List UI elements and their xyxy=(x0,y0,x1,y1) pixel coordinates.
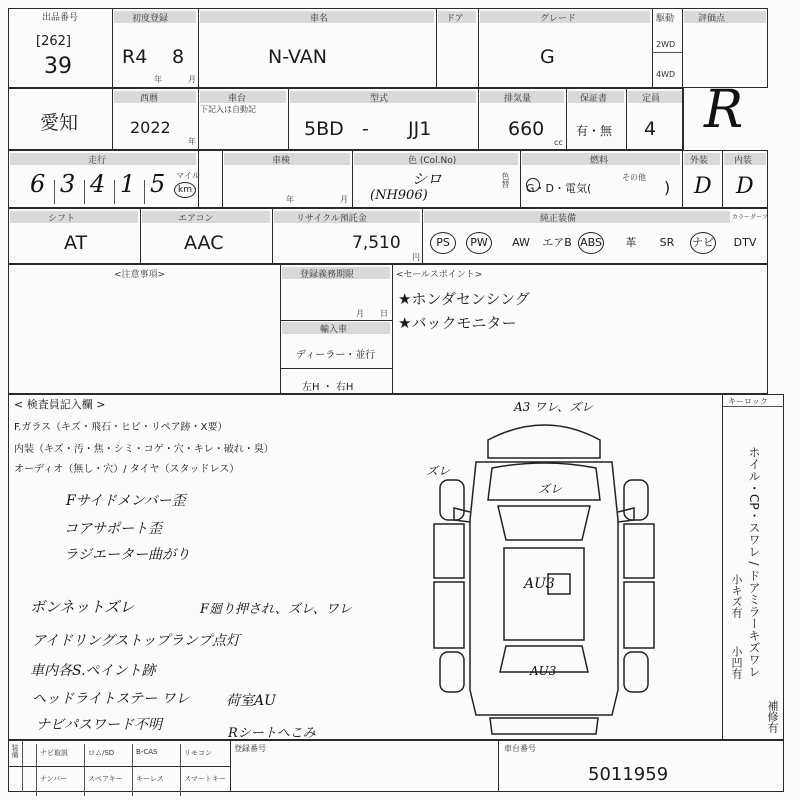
note-core-support: コアサポート歪 xyxy=(64,521,162,537)
sales-point-1: ★ホンダセンシング xyxy=(398,290,530,308)
side-small-scratch: 小キズ有 xyxy=(730,574,743,618)
fuel-options: G・D・電気( xyxy=(526,182,592,195)
model-prefix: 5BD xyxy=(304,118,344,140)
capacity: 4 xyxy=(644,118,657,140)
footer-item: ナンバー xyxy=(40,775,68,783)
aircon: AAC xyxy=(184,232,224,254)
equipment-item: DTV xyxy=(733,236,757,249)
equipment-item: PS xyxy=(430,232,456,254)
color-code: (NH906) xyxy=(370,188,428,203)
footer-item: スペアキー xyxy=(88,775,123,783)
note-idle-stop: アイドリングストップランプ点灯 xyxy=(32,633,240,649)
chassis-no: 5011959 xyxy=(588,764,669,785)
note-rear-seat: Rシートへこみ xyxy=(228,726,316,741)
equipment-item: ABS xyxy=(578,232,604,254)
equipment-item: SR xyxy=(659,236,675,249)
diagram-note-roof: AU3 xyxy=(524,576,555,592)
dealer-import: ディーラー・並行 xyxy=(296,350,376,361)
first-reg-label: 初度登録 xyxy=(132,14,169,24)
note-radiator: ラジエーター曲がり xyxy=(64,547,190,563)
note-f-side-member: Fサイドメンバー歪 xyxy=(66,493,186,509)
lot-label: 出品番号 xyxy=(42,13,79,23)
warranty: 有・無 xyxy=(576,124,613,138)
side-small-dent: 小凹有 xyxy=(730,646,743,679)
recycle-fee: 7,510 xyxy=(352,233,401,253)
displacement: 660 xyxy=(508,118,545,140)
grade-label: グレード xyxy=(540,14,577,24)
diagram-note-left-front: ズレ xyxy=(426,464,451,478)
diagram-note-rear: AU3 xyxy=(530,664,557,678)
shift: AT xyxy=(64,232,88,254)
mileage-digit: 4 xyxy=(90,170,106,198)
drive-label: 駆動 xyxy=(656,14,675,24)
keylock-label: キーロック xyxy=(728,397,768,406)
sales-label: <セールスポイント> xyxy=(396,270,483,280)
footer-item: スマートキー xyxy=(184,775,226,783)
first-reg-era: R4 xyxy=(122,46,148,68)
equipment-item: AW xyxy=(512,236,530,249)
lot-code: [262] xyxy=(36,34,71,49)
diagram-note-front: A3 ワレ、ズレ xyxy=(514,400,594,414)
note-paint: 車内各S.ペイント跡 xyxy=(30,663,156,679)
chassis-no-label: 車台番号 xyxy=(504,744,536,753)
footer-item: B-CAS xyxy=(136,748,158,756)
caution-label: <注意事項> xyxy=(114,270,166,280)
model-name: N-VAN xyxy=(268,46,327,68)
drive-2wd: 2WD xyxy=(656,40,676,49)
registration-label: 登録義務期限 xyxy=(300,270,355,280)
color-name: シロ xyxy=(412,170,443,188)
model-code: JJ1 xyxy=(408,118,432,140)
score-label: 評価点 xyxy=(698,14,726,24)
model-name-label: 車名 xyxy=(310,14,329,24)
equipment-item: PW xyxy=(466,232,492,254)
mileage-digit: 6 xyxy=(30,170,46,198)
note-front-damage: F廻り押され、ズレ、ワレ xyxy=(200,602,352,617)
grade-value: G xyxy=(540,46,555,68)
note-navi-password: ナビパスワード不明 xyxy=(36,717,162,733)
diagram-note-hood: ズレ xyxy=(538,482,563,496)
interior-line: 内装（キズ・汚・焦・シミ・コゲ・穴・キレ・破れ・臭） xyxy=(14,444,274,455)
mileage-digit: 5 xyxy=(150,170,166,198)
handle-side: 左H ・ 右H xyxy=(302,382,354,393)
interior-grade: D xyxy=(736,174,754,199)
score-value: R xyxy=(704,80,744,140)
mileage-digit: 3 xyxy=(60,170,76,198)
note-bonnet: ボンネットズレ xyxy=(30,598,135,616)
exterior-grade: D xyxy=(694,174,712,199)
lot-number: 39 xyxy=(44,54,72,79)
equipment-item: エアB xyxy=(542,236,572,249)
sales-point-2: ★バックモニター xyxy=(398,314,517,332)
audio-line: オーディオ（無し・穴）/ タイヤ（スタッドレス） xyxy=(14,464,240,475)
footer-item: キーレス xyxy=(136,775,164,783)
inspection-title: < 検査員記入欄 > xyxy=(14,398,106,411)
door-label: ドア xyxy=(446,14,464,24)
mileage-digit: 1 xyxy=(120,170,136,198)
footer-item: ロム/SD xyxy=(88,749,115,757)
first-reg-month: 8 xyxy=(172,46,185,68)
note-headlight: ヘッドライトステー ワレ xyxy=(32,691,190,707)
equipment-item: ナビ xyxy=(690,232,716,254)
drive-4wd: 4WD xyxy=(656,70,676,79)
note-cargo: 荷室AU xyxy=(226,693,276,709)
side-repair: 補修有 xyxy=(766,700,779,733)
equipment-item: 革 xyxy=(625,236,637,249)
footer-item: リモコン xyxy=(184,749,212,757)
side-vertical-text: ホイル・CP・スワレ / ドアミラーキズワレ xyxy=(747,446,761,678)
reg-no-label: 登録番号 xyxy=(234,744,266,753)
auction-sheet: 出品番号 [262] 39 初度登録 R4 8 年 月 車名 N-VAN ドア グレード G 駆動 2WD 4WD 評価点 R 愛知 西暦 2022 年 車台 下記入は自動記 型式 5BD - JJ1 排気量 660 cc 保証書 有・無 定員 4 走行 6 3 4 1 5 マイル km 車検 年 月 色 (Col.No) シロ (NH906) 色替 燃料 G・D・電気( その他 ) 外装 D 内装 D シフト AT エアコン AAC リサイクル預託金 7,510 円 純正装備 カラーダーフ PS PW AW エアB ABS 革 SR ナビ DTV <注意事項> 登録義務期限 月 日 輸入車 ディーラー・並行 左H ・ 右H <セールスポイント> ★ホンダセンシング ★バックモニター < 検査員記入欄 > F.ガラス（キズ・飛石・ヒビ・リペア跡・X要） 内装（キズ・汚・焦・シミ・コゲ・穴・キレ・破れ・臭） オーディオ（無し・穴）/ タイヤ（スタッドレス） Fサイドメンバー歪 コアサポート歪 ラジエーター曲がり ボンネットズレ F廻り押され、ズレ、ワレ アイドリングストップランプ点灯 車内各S.ペイント跡 ヘッドライトステー ワレ 荷室AU ナビパスワード不明 Rシートへこみ A3 ワレ、ズレ ズレ ズレ AU3 AU3 キーロック ホイル・CP・スワレ / ドアミラーキズワレ 小キズ有 小凹有 補修有 装備 ナビ取説 ロム/SD B-CAS リモコン ナンバー スペアキー キーレス スマートキー 登録番号 車台番号 5011959 xyxy=(0,0,800,800)
glass-line: F.ガラス（キズ・飛石・ヒビ・リペア跡・X要） xyxy=(14,422,228,433)
mileage-unit-km: km xyxy=(174,182,196,198)
region: 愛知 xyxy=(40,112,79,134)
footer-item: ナビ取説 xyxy=(40,749,68,757)
western-year: 2022 xyxy=(130,118,171,137)
